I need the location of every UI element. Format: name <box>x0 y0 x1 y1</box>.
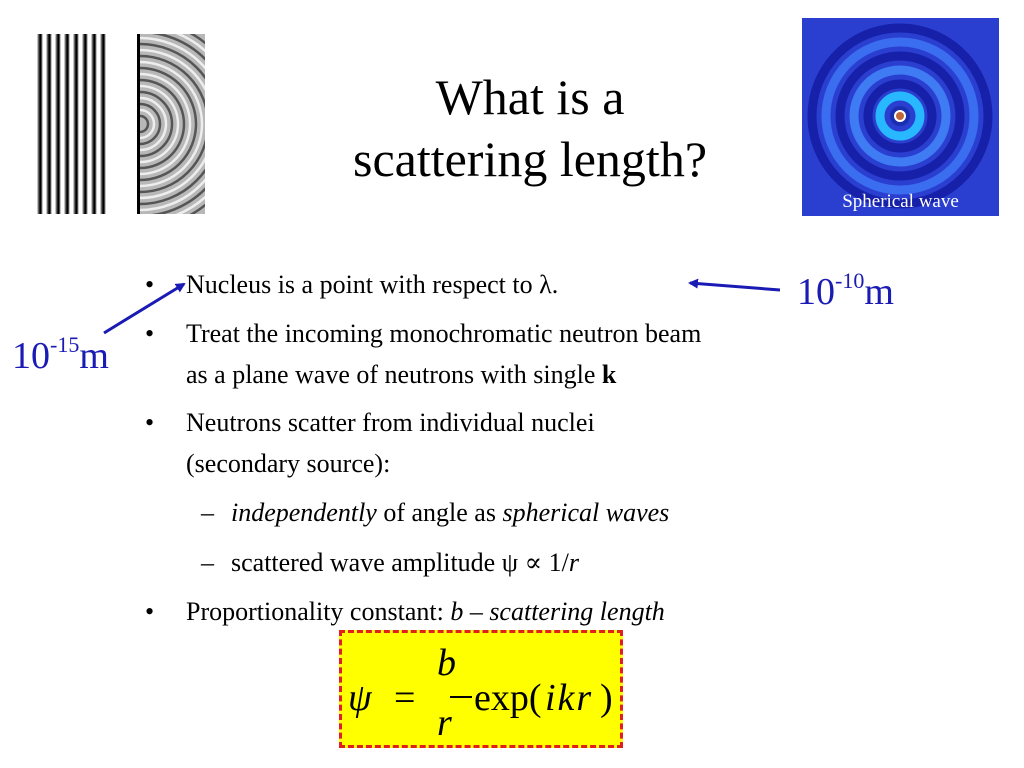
bullet-marker: • <box>145 319 155 348</box>
bullet-text: as a plane wave of neutrons with single <box>186 360 602 389</box>
emphasis-spherical-waves: spherical waves <box>502 498 670 527</box>
emphasis-independently: independently <box>231 498 377 527</box>
wavelength-size-base: 10 <box>797 271 835 313</box>
bullet-item-4 <box>145 593 665 630</box>
sub-bullet-text: scattered wave amplitude ψ ∝ 1/ <box>231 548 569 577</box>
bullet-marker: • <box>145 408 155 437</box>
sub-bullet-text: of angle as <box>376 498 503 527</box>
bullet-marker: • <box>145 597 155 626</box>
dash-marker: – <box>201 548 214 577</box>
formula-argument: ikr <box>545 677 594 719</box>
formula-exp-open: exp( <box>474 677 542 719</box>
formula-psi: ψ <box>348 677 372 719</box>
bullet-text: Treat the incoming monochromatic neutron beam <box>186 319 702 348</box>
formula-close-paren: ) <box>600 677 613 719</box>
formula-equals: = <box>394 677 416 719</box>
wavelength-size-exponent: -10 <box>835 268 865 293</box>
bullet-text: – <box>463 597 490 626</box>
formula-box <box>339 630 623 748</box>
wavelength-size-annotation <box>797 268 894 313</box>
nucleus-size-annotation <box>12 332 109 377</box>
radius-r: r <box>568 548 579 577</box>
sub-bullet-1 <box>201 494 670 531</box>
formula-denominator: r <box>437 702 452 744</box>
bullet-text: Nucleus is a point with respect to λ. <box>186 270 559 299</box>
bullet-text: (secondary source): <box>186 449 391 478</box>
fraction-bar <box>450 696 472 698</box>
bullet-item-1 <box>145 266 559 303</box>
title-line-1: What is a <box>435 69 625 125</box>
bullet-text: Neutrons scatter from individual nuclei <box>186 408 595 437</box>
nucleus-size-base: 10 <box>12 335 50 377</box>
arrow-to-lambda <box>690 283 780 290</box>
wavelength-size-unit: m <box>864 271 894 313</box>
wave-vector-k: k <box>601 360 617 389</box>
nucleus-size-exponent: -15 <box>50 332 80 357</box>
bullet-item-2-line-2 <box>186 356 616 393</box>
bullet-item-3-line-2 <box>186 445 390 482</box>
sub-bullet-2 <box>201 544 579 581</box>
formula-numerator: b <box>437 642 456 684</box>
symbol-b: b <box>450 597 464 626</box>
title-line-2: scattering length? <box>352 131 708 187</box>
bullet-text: Proportionality constant: <box>186 597 451 626</box>
spherical-wave-caption: Spherical wave <box>842 191 959 212</box>
dash-marker: – <box>201 498 214 527</box>
bullet-marker: • <box>145 270 155 299</box>
emphasis-scattering-length: scattering length <box>489 597 665 626</box>
arrow-to-point <box>104 284 184 333</box>
bullet-item-3 <box>145 404 595 441</box>
nucleus-size-unit: m <box>79 335 109 377</box>
bullet-item-2 <box>145 315 702 352</box>
